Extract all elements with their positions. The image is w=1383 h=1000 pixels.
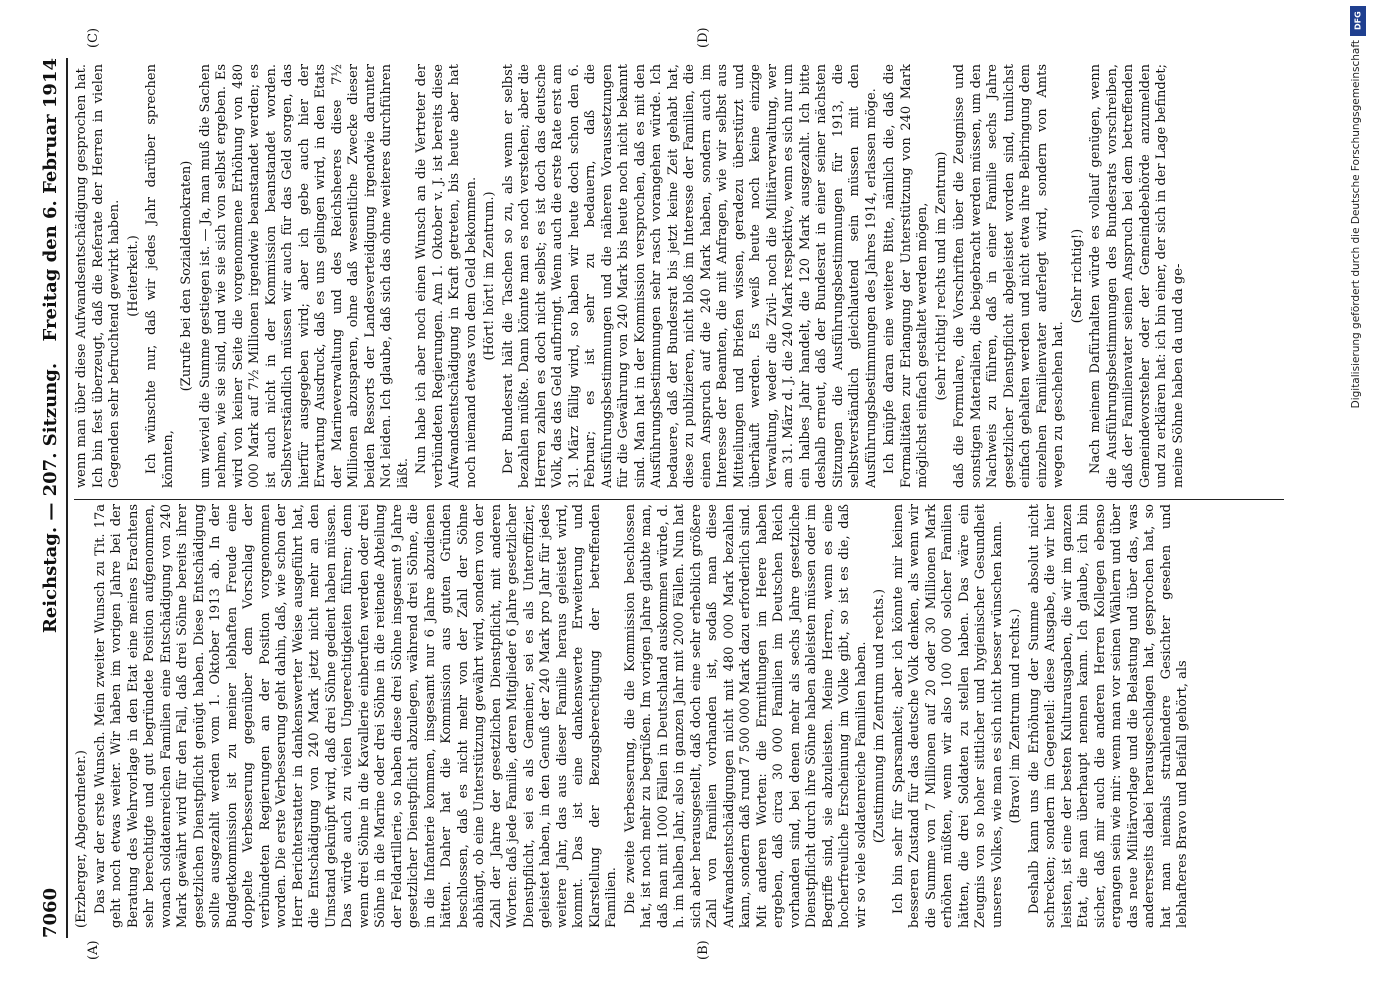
left-text-column (74, 504, 1284, 928)
interjection: (Zurufe bei den Sozialdemokraten) (179, 160, 194, 392)
interjection: (Zustimmung im Zentrum und rechts.) (872, 588, 887, 844)
session-title: Reichstag. — 207. Sitzung. (40, 362, 61, 634)
paragraph: um wieviel die Summe gestiegen ist. — Ja, man muß die Sachen nehmen, wie sie sind, und wie sie sich von selbst ergeben. Es wird von keiner Seite die vorgenommene Erhöhung von 480 000 Mark auf 7½ Millionen irgendwie beanstandet werden; es ist auch nicht in der Kommission beanstandet worden. Selbstverständlich müssen wir auch für das Geld sorgen, das hierfür ausgegeben wird; aber ich gebe auch hier der Erwartung Ausdruck, daß es uns gelingen wird, in den Etats der Marineverwaltung und des Reichsheeres diese 7½ Millionen abzusparen, ohne daß wesentliche Zwecke dieser beiden Ressorts der Landesverteidigung irgendwie darunter Not leiden. Ich glaube, daß sich das ohne weiteres durchführen läßt. (197, 64, 411, 488)
dfg-logo: DFG (1350, 6, 1366, 36)
margin-marker-b: (B) (696, 940, 711, 960)
session-date: Freitag den 6. Februar 1914 (40, 58, 61, 342)
paragraph: Nun habe ich aber noch einen Wunsch an die Vertreter der verbündeten Regierungen. Am 1. Oktober v. J. ist bereits diese Aufwandsentschädigung in Kraft getreten, bis heute aber hat noch niemand etwas von dem Geld bekommen. (414, 64, 479, 488)
paragraph: Das war der erste Wunsch. Mein zweiter Wunsch zu Tit. 17a geht noch etwas weiter. Wir haben im vorigen Jahre bei der Beratung des Wehrvorlage in den Etat eine meines Erachtens sehr berechtigte und gut begründete Position aufgenommen, wonach soldatenreichen Familien eine Entschädigung von 240 Mark gewährt wird für den Fall, daß drei Söhne bereits ihrer gesetzlichen Dienstpflicht genügt haben. Diese Entschädigung sollte ausgezahlt werden vom 1. Oktober 1913 ab. In der Budgetkommission ist zu meiner lebhaften Freude eine doppelte Verbesserung gegenüber dem Vorschlag der verbündeten Regierungen an der Position vorgenommen worden. Die erste Verbesserung geht dahin, daß, wie schon der Herr Berichterstatter in dankenswerter Weise ausgeführt hat, die Entschädigung von 240 Mark jetzt nicht mehr an den Umstand geknüpft wird, daß drei Söhne gedient haben müssen. Das würde auch zu vielen Ungerechtigkeiten führen; denn wenn drei Söhne in die Kavallerie einberufen werden oder drei Söhne in die Marine oder drei Söhne in die reitende Abteilung der Feldartillerie, so haben diese drei Söhne insgesamt 9 Jahre gesetzlicher Dienstpflicht abzulegen, während drei Söhne, die in die Infanterie kommen, insgesamt nur 6 Jahre abzudienen hätten. Daher hat die Kommission aus guten Gründen beschlossen, daß es nicht mehr von der Zahl der Söhne abhängt, ob eine Unterstützung gewährt wird, sondern von der Zahl der Jahre der gesetzlichen Dienstpflicht, mit anderen Worten: daß jede Familie, deren Mitglieder 6 Jahre gesetzlicher Dienstpflicht, sei es als Gemeiner, sei es als Unteroffizier, geleistet haben, in den Genuß der 240 Mark pro Jahr für jedes weitere Jahr, das aus dieser Familie heraus geleistet wird, kommt. Das ist eine dankenswerte Erweiterung und Klarstellung der Bezugsberechtigung der betreffenden Familien. (92, 504, 619, 928)
interjection: (Bravo! im Zentrum und rechts.) (1008, 608, 1023, 824)
paragraph: Ich wünschte nur, daß wir jedes Jahr darüber sprechen könnten, (144, 64, 176, 488)
interjection: (Sehr richtig!) (1069, 228, 1085, 324)
paragraph: Ich bin sehr für Sparsamkeit; aber ich könnte mir keinen besseren Zustand für das deutsche Volk denken, als wenn wir die Summe von 7 Millionen auf 20 oder 30 Millionen Mark erhöhen müßten, wenn wir also 100 000 solcher Familien hätten, die drei Soldaten zu stellen haben. Das wäre ein Zeugnis von so hoher sittlicher und hygienischer Gesundheit unseres Volkes, wie man es sich nicht besser wünschen kann. (890, 504, 1005, 928)
page-header (40, 58, 66, 938)
paragraph: Ich knüpfe daran eine weitere Bitte, nämlich die, daß die Formalitäten zur Erlangung der Unterstützung von 240 Mark möglichst einfach gestaltet werden mögen, (882, 64, 930, 488)
right-text-column (74, 64, 1284, 488)
paragraph: Der Bundesrat hält die Taschen so zu, als wenn er selbst bezahlen müßte. Dann könnte man es noch verstehen; aber die Herren zahlen es doch nicht selbst; es ist doch das deutsche Volk, das das Geld aufbringt. Wenn auch die erste Rate erst am 31. März fällig wird, so haben wir heute doch schon den 6. Februar; es ist sehr zu bedauern, daß die Ausführungsbestimmungen und die näheren Voraussetzungen für die Gewährung von 240 Mark bis heute noch nicht bekannt sind. Man hat in der Kommission versprochen, daß es mit den Ausführungsbestimmungen sehr rasch vorangehen würde. Ich bedauere, daß der Bundesrat bis jetzt keine Zeit gehabt hat, diese zu publizieren, nicht bloß im Interesse der Familien, die einen Anspruch auf die 240 Mark haben, sondern auch im Interesse der Beamten, die mit Anfragen, wie wir selbst aus Mitteilungen und Briefen wissen, geradezu überstürzt und überhäuft werden. Es weiß heute noch keine einzige Verwaltung, weder die Zivil- noch die Militärverwaltung, wer am 31. März d. J. die 240 Mark respektive, wenn es sich nur um ein halbes Jahr handelt, die 120 Mark ausgezahlt. Ich bitte deshalb erneut, daß der Bundesrat in einer seiner nächsten Sitzungen die Ausführungsbestimmungen für 1913, die selbstverständlich gleichlautend sein müssen mit den Ausführungsbestimmungen des Jahres 1914, erlassen möge. (500, 64, 879, 488)
paragraph: Deshalb kann uns die Erhöhung der Summe absolut nicht schrecken; sondern im Gegenteil: diese Ausgabe, die wir hier leisten, ist eine der besten Kulturausgaben, die wir im ganzen Etat, die man überhaupt nennen kann. Ich glaube, ich bin sicher, daß mir auch die anderen Herren Kollegen ebenso ergangen sein wie mir: wenn man vor seinen Wählern und über das neue Militärvorlage und die Belastung und über das, was andererseits dabei herausgeschlagen hat, gesprochen hat, so hat man niemals strahlendere Gesichter gesehen und lebhafteres Bravo und Beifall gehört, als (1026, 504, 1190, 928)
paragraph: wenn man über diese Aufwandsentschädigung gesprochen hat. Ich bin fest überzeugt, daß die Referate der Herren in vielen Gegenden sehr befruchtend gewirkt haben. (74, 64, 122, 488)
margin-marker-c: (C) (86, 27, 101, 48)
digitization-credit: Digitalisierung gefördert durch die Deutsche Forschungsgemeinschaft (1350, 40, 1362, 409)
interjection: (Heiterkeit.) (125, 235, 141, 317)
paragraph: daß die Formulare, die Vorschriften über die Zeugnisse und sonstigen Materialien, die beigebracht werden müssen, um den Nachweis zu führen, daß in einer Familie sechs Jahre gesetzlicher Dienstpflicht abgeleistet worden sind, tunlichst einfach gehalten werden und nicht etwa ihre Beibringung dem einzelnen Familienvater auferlegt wird, sondern von Amts wegen zu geschehen hat. (952, 64, 1066, 488)
speaker-line: (Erzberger, Abgeordneter.) (74, 750, 89, 928)
page-number: 7060 (40, 887, 61, 938)
paragraph: Nach meinem Dafürhalten würde es vollauf genügen, wenn die Ausführungsbestimmungen des Bundesrats vorschreiben, daß der Familienvater seinen Anspruch bei dem betreffenden Gemeindevorsteher oder der Gemeindebehörde anzumelden und zu erklären hat: ich bin einer, der sich in der Lage befindet; meine Söhne haben da und da ge- (1088, 64, 1186, 488)
paragraph: Die zweite Verbesserung, die die Kommission beschlossen hat, ist noch mehr zu begrüßen. Im vorigen Jahre glaubte man, daß man mit 1000 Fällen in Deutschland auskommen würde, d. h. im halben Jahr, also in ganzen Jahr mit 2000 Fällen. Nun hat sich aber herausgestellt, daß doch eine sehr erheblich größere Zahl von Familien vorhanden ist, sodaß man diese Aufwandsentschädigungen nicht mit 480 000 Mark bezahlen kann, sondern daß rund 7 500 000 Mark dazu erforderlich sind. Mit anderen Worten: die Ermittlungen im Heere haben ergeben, daß circa 30 000 Familien im Deutschen Reich vorhanden sind, bei denen mehr als sechs Jahre gesetzliche Dienstpflicht durch ihre Söhne haben ableisten müssen oder im Begriffe sind, sie abzuleisten. Meine Herren, wenn es eine hocherfreuliche Erscheinung im Volke gibt, so ist es die, daß wir so viele soldatenreiche Familien haben. (622, 504, 869, 928)
interjection: (sehr richtig! rechts und im Zentrum) (933, 151, 949, 401)
column-divider (74, 499, 1284, 500)
margin-marker-d: (D) (696, 27, 711, 48)
interjection: (Hört! hört! im Zentrum.) (482, 191, 497, 361)
header-rule (66, 58, 68, 938)
margin-marker-a: (A) (86, 940, 101, 960)
